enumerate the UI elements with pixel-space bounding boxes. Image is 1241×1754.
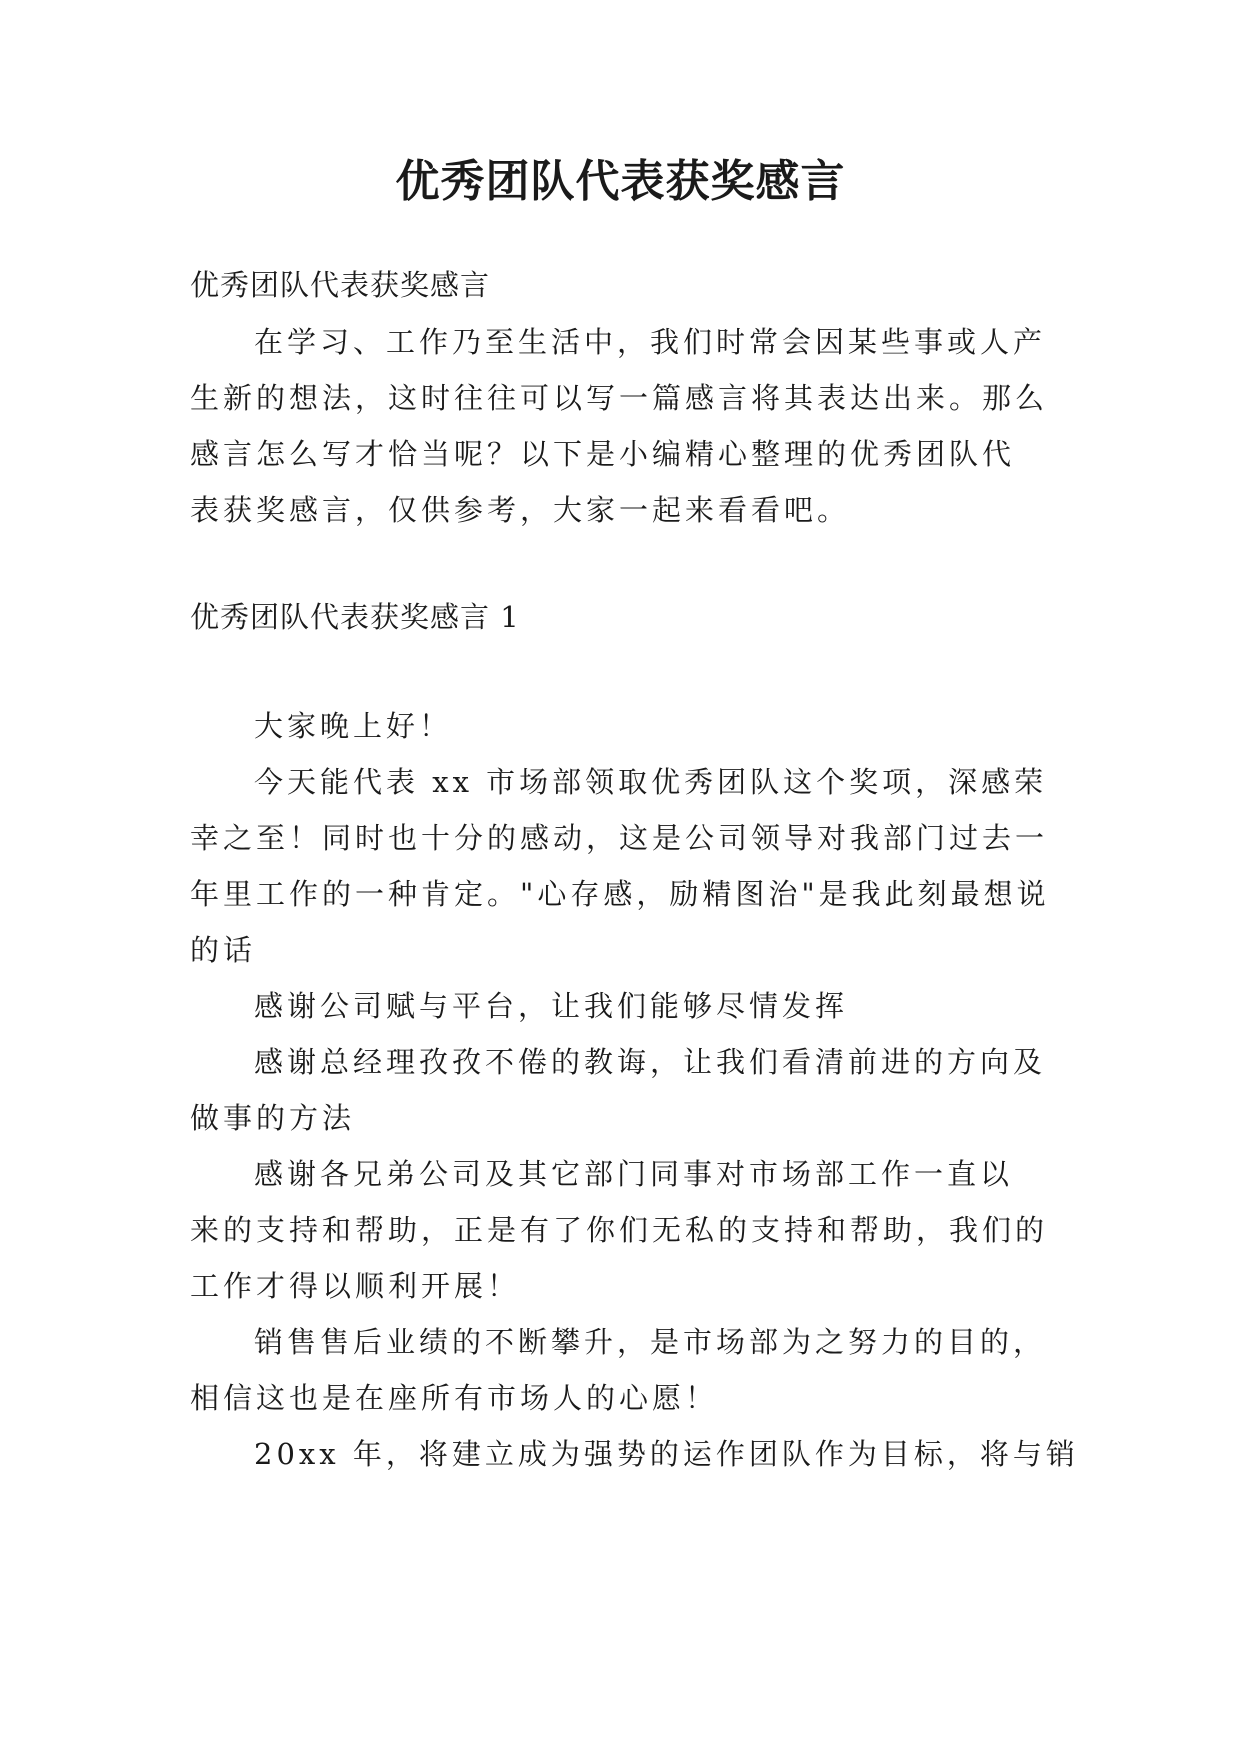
body-line-4: 年里工作的一种肯定。"心存感，励精图治"是我此刻最想说: [190, 877, 1050, 911]
body-line-7: 感谢总经理孜孜不倦的教诲，让我们看清前进的方向及: [254, 1045, 1047, 1079]
body-line-1: 大家晚上好！: [254, 709, 453, 743]
intro-line-2: 生新的想法，这时往往可以写一篇感言将其表达出来。那么: [190, 381, 1049, 415]
body-line-10: 来的支持和帮助，正是有了你们无私的支持和帮助，我们的: [190, 1213, 1049, 1247]
intro-line-4: 表获奖感言，仅供参考，大家一起来看看吧。: [190, 493, 851, 527]
body-line-11: 工作才得以顺利开展！: [190, 1269, 521, 1303]
intro-line-3: 感言怎么写才恰当呢？以下是小编精心整理的优秀团队代: [190, 437, 1016, 471]
body-line-13: 相信这也是在座所有市场人的心愿！: [190, 1381, 719, 1415]
body-line-6: 感谢公司赋与平台，让我们能够尽情发挥: [254, 989, 849, 1023]
body-line-5: 的话: [190, 933, 257, 967]
body-line-2: 今天能代表 xx 市场部领取优秀团队这个奖项，深感荣: [254, 765, 1048, 799]
section-heading: 优秀团队代表获奖感言 1: [190, 600, 520, 634]
body-line-3: 幸之至！同时也十分的感动，这是公司领导对我部门过去一: [190, 821, 1049, 855]
document-title: 优秀团队代表获奖感言: [395, 156, 846, 207]
body-line-9: 感谢各兄弟公司及其它部门同事对市场部工作一直以: [254, 1157, 1014, 1191]
intro-line-1: 在学习、工作乃至生活中，我们时常会因某些事或人产: [254, 325, 1047, 359]
subtitle: 优秀团队代表获奖感言: [190, 268, 491, 302]
body-line-14: 20xx 年，将建立成为强势的运作团队作为目标，将与销: [254, 1437, 1079, 1471]
body-line-8: 做事的方法: [190, 1101, 356, 1135]
body-line-12: 销售售后业绩的不断攀升，是市场部为之努力的目的，: [254, 1325, 1047, 1359]
